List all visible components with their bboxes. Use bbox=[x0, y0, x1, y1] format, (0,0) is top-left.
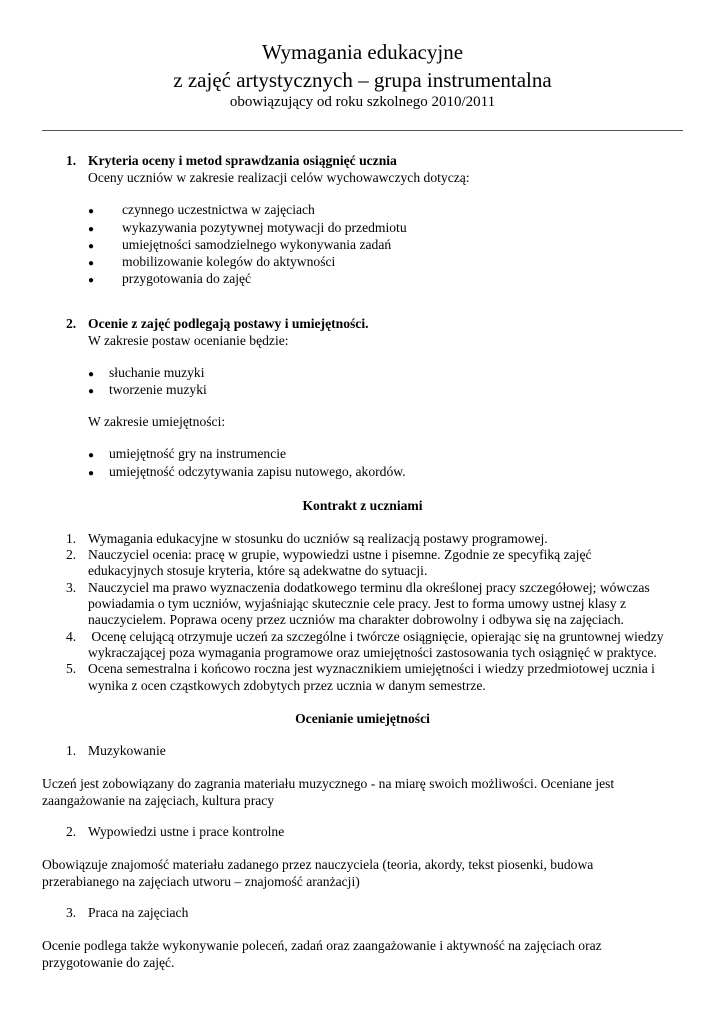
skills-item-text: Uczeń jest zobowiązany do zagrania materiału muzycznego - na miarę swoich możliwości. Oceniane jest bbox=[42, 776, 615, 791]
contract-item-number: 3. bbox=[66, 580, 77, 595]
section2-number: 2. bbox=[66, 316, 77, 331]
section1-number: 1. bbox=[66, 153, 77, 168]
section2-postawy-item: słuchanie muzyki bbox=[109, 365, 205, 380]
contract-item-line: Nauczyciel ocenia: pracę w grupie, wypowiedzi ustne i pisemne. Zgodnie ze specyfiką zajęć bbox=[88, 547, 592, 562]
bullet-icon: ● bbox=[88, 386, 95, 397]
document-subtitle: obowiązujący od roku szkolnego 2010/2011 bbox=[229, 94, 496, 110]
bullet-icon: ● bbox=[88, 369, 95, 380]
section2-intro-postawy: W zakresie postaw ocenianie będzie: bbox=[88, 333, 289, 348]
bullet-icon: ● bbox=[88, 450, 95, 461]
contract-item-line: powiadamia o tym uczniów, wyjaśniając skutecznie cele pracy. Jest to forma umowy ustnej klasy z bbox=[88, 596, 627, 611]
contract-item-line: wykraczającej poza wymagania programowe oraz umiejętności zastosowania tych osiągnięć w praktyce. bbox=[88, 645, 657, 660]
bullet-icon: ● bbox=[88, 468, 95, 479]
skills-item-title: Praca na zajęciach bbox=[88, 905, 189, 920]
bullet-icon: ● bbox=[88, 206, 95, 217]
contract-item-line: Nauczyciel ma prawo wyznaczenia dodatkowego terminu dla określonej pracy szczegółowej; wówczas bbox=[88, 580, 650, 595]
bullet-icon: ● bbox=[88, 258, 95, 269]
skills-item-title: Muzykowanie bbox=[88, 743, 166, 758]
section1-item: przygotowania do zajęć bbox=[122, 271, 252, 286]
contract-item-line: edukacyjnych stosuje kryteria, które są adekwatne do sytuacji. bbox=[88, 563, 428, 578]
contract-item-line: nauczycielem. Poprawa oceny przez uczniów ma charakter dobrowolny i odbywa się na zajęciach. bbox=[88, 612, 624, 627]
section1-intro: Oceny uczniów w zakresie realizacji celów wychowawczych dotyczą: bbox=[88, 170, 470, 185]
skills-item-number: 1. bbox=[66, 743, 77, 758]
contract-item-line: Wymagania edukacyjne w stosunku do uczniów są realizacją postawy programowej. bbox=[88, 531, 548, 546]
section1-item: czynnego uczestnictwa w zajęciach bbox=[122, 202, 315, 217]
contract-item-line: wynika z ocen cząstkowych zdobytych przez ucznia w danym semestrze. bbox=[88, 678, 486, 693]
skills-item-text: Obowiązuje znajomość materiału zadanego przez nauczyciela (teoria, akordy, tekst piosenki, budowa bbox=[42, 857, 594, 872]
skills-item-title: Wypowiedzi ustne i prace kontrolne bbox=[88, 824, 285, 839]
section1-item: wykazywania pozytywnej motywacji do przedmiotu bbox=[122, 220, 407, 235]
bullet-icon: ● bbox=[88, 224, 95, 235]
document-title-line1: Wymagania edukacyjne bbox=[261, 40, 464, 64]
section2-heading: Ocenie z zajęć podlegają postawy i umiejętności. bbox=[88, 316, 369, 331]
contract-item-line: Ocena semestralna i końcowo roczna jest wyznacznikiem umiejętności i wiedzy przedmiotowej ucznia i bbox=[88, 661, 655, 676]
contract-item-number: 1. bbox=[66, 531, 77, 546]
skills-item-number: 3. bbox=[66, 905, 77, 920]
header-divider bbox=[42, 130, 683, 131]
contract-heading: Kontrakt z uczniami bbox=[302, 498, 423, 513]
contract-item-number: 4. bbox=[66, 629, 77, 644]
section1-item: mobilizowanie kolegów do aktywności bbox=[122, 254, 336, 269]
section1-item: umiejętności samodzielnego wykonywania zadań bbox=[122, 237, 392, 252]
contract-item-number: 2. bbox=[66, 547, 77, 562]
contract-item-line: Ocenę celującą otrzymuje uczeń za szczególne i twórcze osiągnięcie, opierając się na gruntownej wiedzy bbox=[88, 629, 664, 644]
document-title-line2: z zajęć artystycznych – grupa instrumentalna bbox=[173, 68, 552, 92]
skills-item-text: przerabianego na zajęciach utworu – znajomość aranżacji) bbox=[42, 874, 360, 889]
section2-umiejetnosci-item: umiejętność odczytywania zapisu nutowego, akordów. bbox=[109, 464, 406, 479]
skills-item-text: przygotowanie do zajęć. bbox=[42, 955, 175, 970]
bullet-icon: ● bbox=[88, 275, 95, 286]
skills-item-number: 2. bbox=[66, 824, 77, 839]
skills-item-text: zaangażowanie na zajęciach, kultura pracy bbox=[42, 793, 275, 808]
section1-heading: Kryteria oceny i metod sprawdzania osiągnięć ucznia bbox=[88, 153, 397, 168]
bullet-icon: ● bbox=[88, 241, 95, 252]
section2-umiejetnosci-item: umiejętność gry na instrumencie bbox=[109, 446, 287, 461]
skills-heading: Ocenianie umiejętności bbox=[295, 711, 430, 726]
section2-postawy-item: tworzenie muzyki bbox=[109, 382, 207, 397]
contract-item-number: 5. bbox=[66, 661, 77, 676]
skills-item-text: Ocenie podlega także wykonywanie poleceń, zadań oraz zaangażowanie i aktywność na zajęciach oraz bbox=[42, 938, 602, 953]
section2-intro-umiejetnosci: W zakresie umiejętności: bbox=[88, 414, 226, 429]
